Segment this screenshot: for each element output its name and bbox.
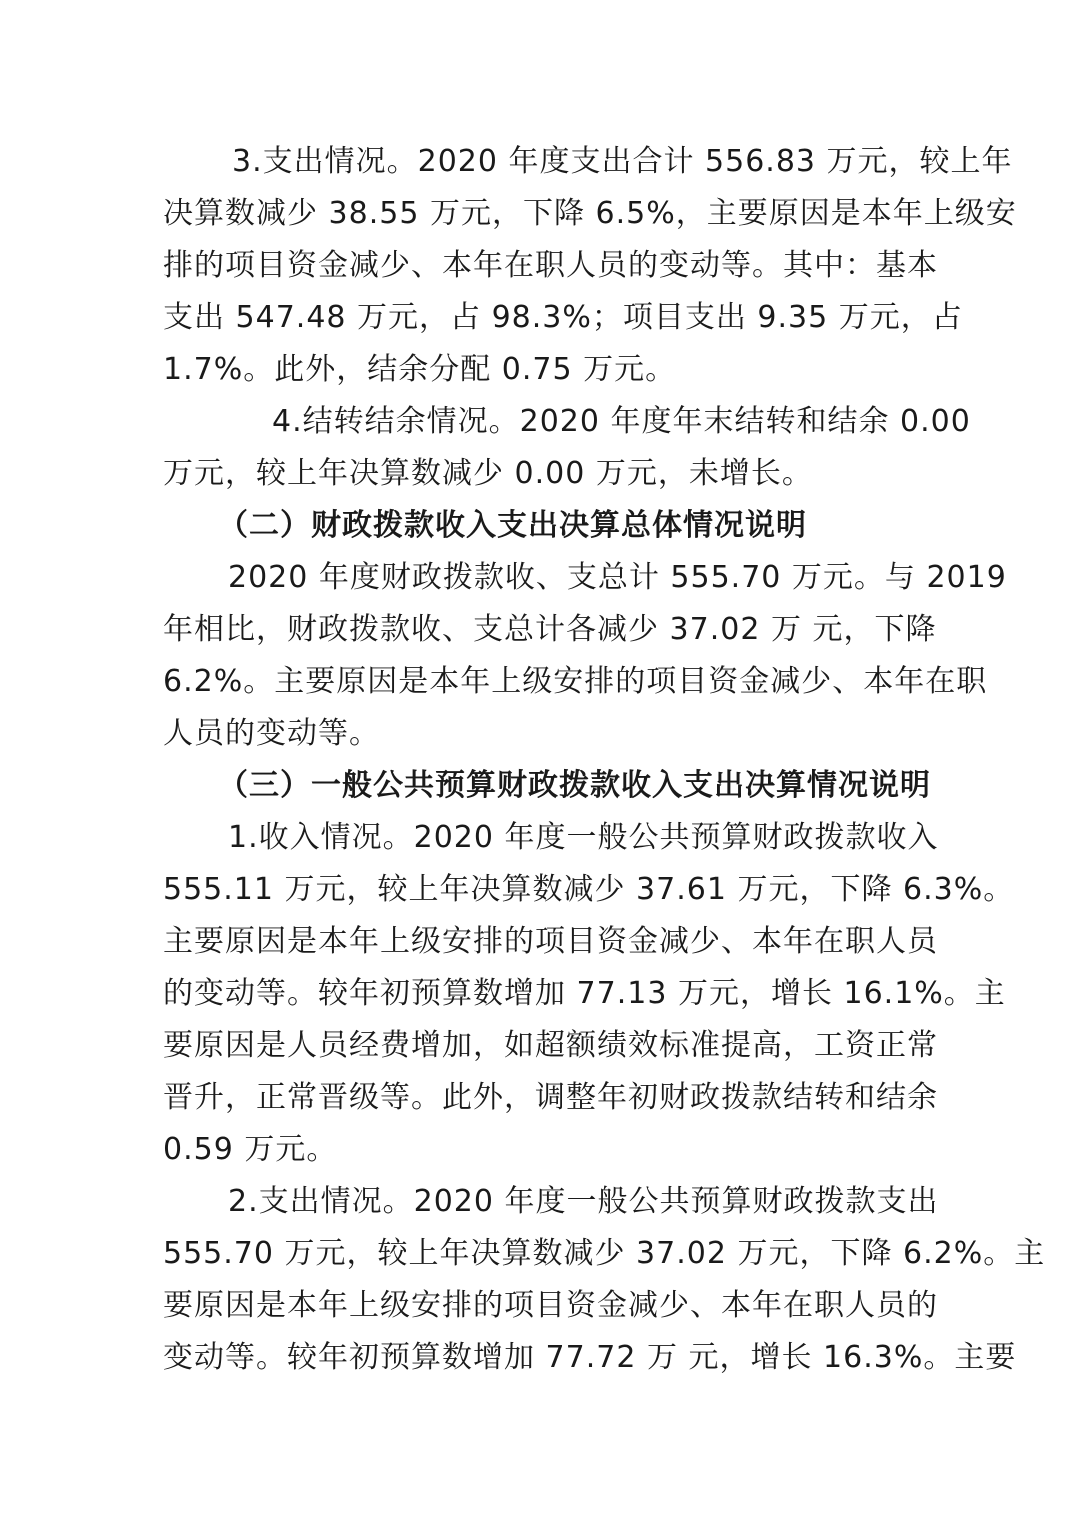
income-line-7: 0.59 万元。 xyxy=(163,1132,338,1167)
expenditure-line-4: 支出 547.48 万元，占 98.3%；项目支出 9.35 万元，占 xyxy=(163,300,963,335)
expenditure-line-3: 排的项目资金减少、本年在职人员的变动等。其中：基本 xyxy=(163,248,938,283)
expenditure-line-1: 3.支出情况。2020 年度支出合计 556.83 万元，较上年 xyxy=(232,144,1013,179)
expenditure-line-5: 1.7%。此外，结余分配 0.75 万元。 xyxy=(163,352,677,387)
section-heading-2: （二）财政拨款收入支出决算总体情况说明 xyxy=(218,508,807,543)
income-line-5: 要原因是人员经费增加，如超额绩效标准提高，工资正常 xyxy=(163,1028,938,1063)
carryover-line-2: 万元，较上年决算数减少 0.00 万元，未增长。 xyxy=(163,456,813,491)
expenditure-line-2: 决算数减少 38.55 万元，下降 6.5%，主要原因是本年上级安 xyxy=(163,196,1017,231)
income-line-4: 的变动等。较年初预算数增加 77.13 万元，增长 16.1%。主 xyxy=(163,976,1006,1011)
spending-line-2: 555.70 万元，较上年决算数减少 37.02 万元，下降 6.2%。主 xyxy=(163,1236,1046,1271)
income-line-1: 1.收入情况。2020 年度一般公共预算财政拨款收入 xyxy=(228,820,939,855)
spending-line-4: 变动等。较年初预算数增加 77.72 万 元，增长 16.3%。主要 xyxy=(163,1340,1017,1375)
spending-line-1: 2.支出情况。2020 年度一般公共预算财政拨款支出 xyxy=(228,1184,939,1219)
income-line-3: 主要原因是本年上级安排的项目资金减少、本年在职人员 xyxy=(163,924,938,959)
income-line-2: 555.11 万元，较上年决算数减少 37.61 万元，下降 6.3%。 xyxy=(163,872,1015,907)
spending-line-3: 要原因是本年上级安排的项目资金减少、本年在职人员的 xyxy=(163,1288,938,1323)
carryover-line-1: 4.结转结余情况。2020 年度年末结转和结余 0.00 xyxy=(272,404,971,439)
section-heading-3: （三）一般公共预算财政拨款收入支出决算情况说明 xyxy=(218,768,931,803)
fiscal-total-line-4: 人员的变动等。 xyxy=(163,716,380,751)
fiscal-total-line-1: 2020 年度财政拨款收、支总计 555.70 万元。与 2019 xyxy=(228,560,1007,595)
income-line-6: 晋升，正常晋级等。此外，调整年初财政拨款结转和结余 xyxy=(163,1080,938,1115)
fiscal-total-line-3: 6.2%。主要原因是本年上级安排的项目资金减少、本年在职 xyxy=(163,664,988,699)
fiscal-total-line-2: 年相比，财政拨款收、支总计各减少 37.02 万 元，下降 xyxy=(163,612,937,647)
